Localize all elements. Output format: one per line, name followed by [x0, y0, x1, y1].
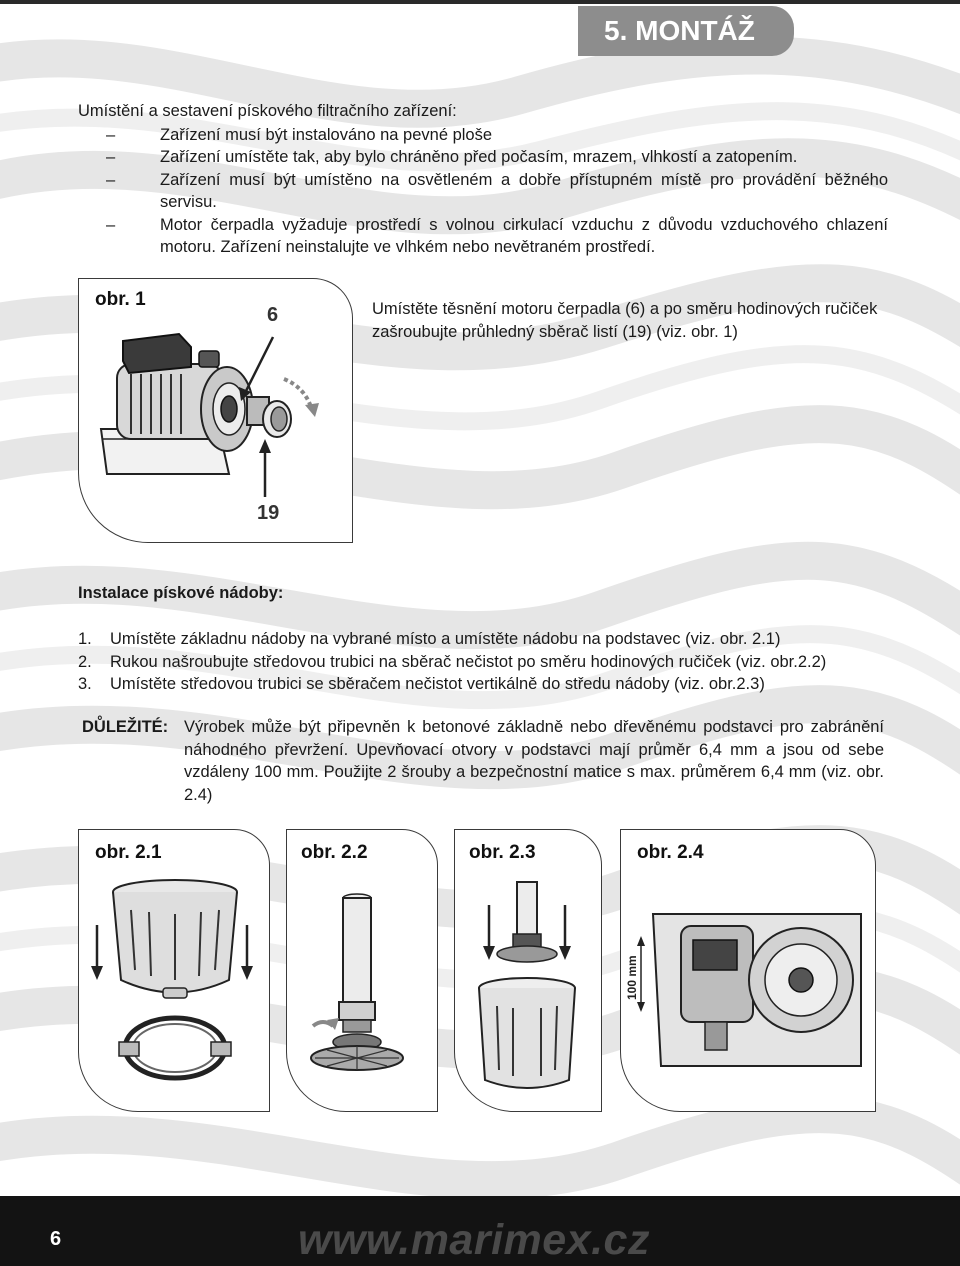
dash-bullet: – — [106, 148, 116, 166]
figure-2-4-label: obr. 2.4 — [637, 842, 704, 863]
intro-lead: Umístění a sestavení pískového filtračního zařízení: — [78, 102, 457, 120]
section-title-tab — [578, 6, 794, 56]
figure-2-2-label: obr. 2.2 — [301, 842, 368, 863]
top-rule — [0, 0, 960, 4]
dimension-label: 100 mm — [625, 955, 639, 1000]
figure-2-1-label: obr. 2.1 — [95, 842, 162, 863]
list-item — [78, 628, 908, 651]
section-heading: Instalace pískové nádoby: — [78, 584, 284, 602]
callout-6: 6 — [267, 304, 279, 326]
section-title: 5. MONTÁŽ — [604, 15, 755, 46]
list-item-text: Zařízení umístěte tak, aby bylo chráněno před počasím, mrazem, vlhkostí a zatopením. — [160, 148, 798, 166]
website-link[interactable]: www.marimex.cz — [298, 1216, 650, 1264]
list-item — [78, 124, 888, 147]
note-text: Výrobek může být připevněn k betonové základně nebo dřevěnému podstavci pro zabránění náhodného převržení. Upevňovací otvory v podstavci mají průměr 6,4 mm a jsou od sebe vzdáleny 100 mm. Použijte 2 šrouby a bezpečnostní matice s max. průměrem 6,4 mm (viz. obr. 2.4) — [184, 718, 884, 804]
list-item — [78, 169, 888, 214]
figure-2-4-panel — [620, 829, 876, 1112]
list-item-text: Motor čerpadla vyžaduje prostředí s volnou cirkulací vzduchu z důvodu vzduchového chlazení motoru. Zařízení neinstalujte ve vlhkém nebo nevětraném prostředí. — [160, 215, 888, 256]
pipe-into-vessel-illustration — [455, 830, 601, 1110]
step-number: 3. — [78, 675, 92, 693]
figure-1-panel — [78, 278, 353, 543]
steps-list — [78, 628, 908, 696]
list-item-text: Zařízení musí být instalováno na pevné ploše — [160, 125, 493, 144]
figure-2-3-label: obr. 2.3 — [469, 842, 536, 863]
step-text: Umístěte základnu nádoby na vybrané místo a umístěte nádobu na podstavec (viz. obr. 2.1) — [110, 630, 781, 648]
pump-illustration — [79, 279, 351, 541]
list-item — [78, 214, 888, 259]
list-item-text: Zařízení musí být umístěno na osvětleném a dobře přístupném místě pro provádění běžného servisu. — [160, 170, 888, 211]
figure-1-label: obr. 1 — [95, 289, 146, 310]
intro-block — [78, 100, 888, 259]
figure-2-1-panel — [78, 829, 270, 1112]
page-number: 6 — [50, 1228, 62, 1250]
list-item — [78, 651, 908, 674]
vessel-base-illustration — [79, 830, 269, 1110]
figure-2-3-panel — [454, 829, 602, 1112]
callout-19: 19 — [257, 502, 280, 524]
step-text: Umístěte středovou trubici se sběračem nečistot vertikálně do středu nádoby (viz. obr.2.3) — [110, 675, 765, 693]
intro-list — [78, 124, 888, 259]
list-item — [78, 146, 888, 169]
note-label: DŮLEŽITÉ: — [82, 718, 169, 736]
step-number: 2. — [78, 652, 92, 671]
mounting-base-illustration — [621, 830, 875, 1110]
list-item — [78, 673, 908, 696]
dash-bullet: – — [106, 215, 116, 234]
figure-1-caption: Umístěte těsnění motoru čerpadla (6) a po směru hodinových ručiček zašroubujte průhledný sběrač listí (19) (viz. obr. 1) — [372, 300, 878, 341]
dash-bullet: – — [106, 170, 116, 189]
step-text: Rukou našroubujte středovou trubici na sběrač nečistot po směru hodinových ručiček (viz. obr.2.2) — [110, 652, 827, 671]
dash-bullet: – — [106, 125, 116, 144]
figure-2-2-panel — [286, 829, 438, 1112]
important-note — [82, 716, 884, 806]
step-number: 1. — [78, 630, 92, 648]
center-pipe-illustration — [287, 830, 437, 1110]
